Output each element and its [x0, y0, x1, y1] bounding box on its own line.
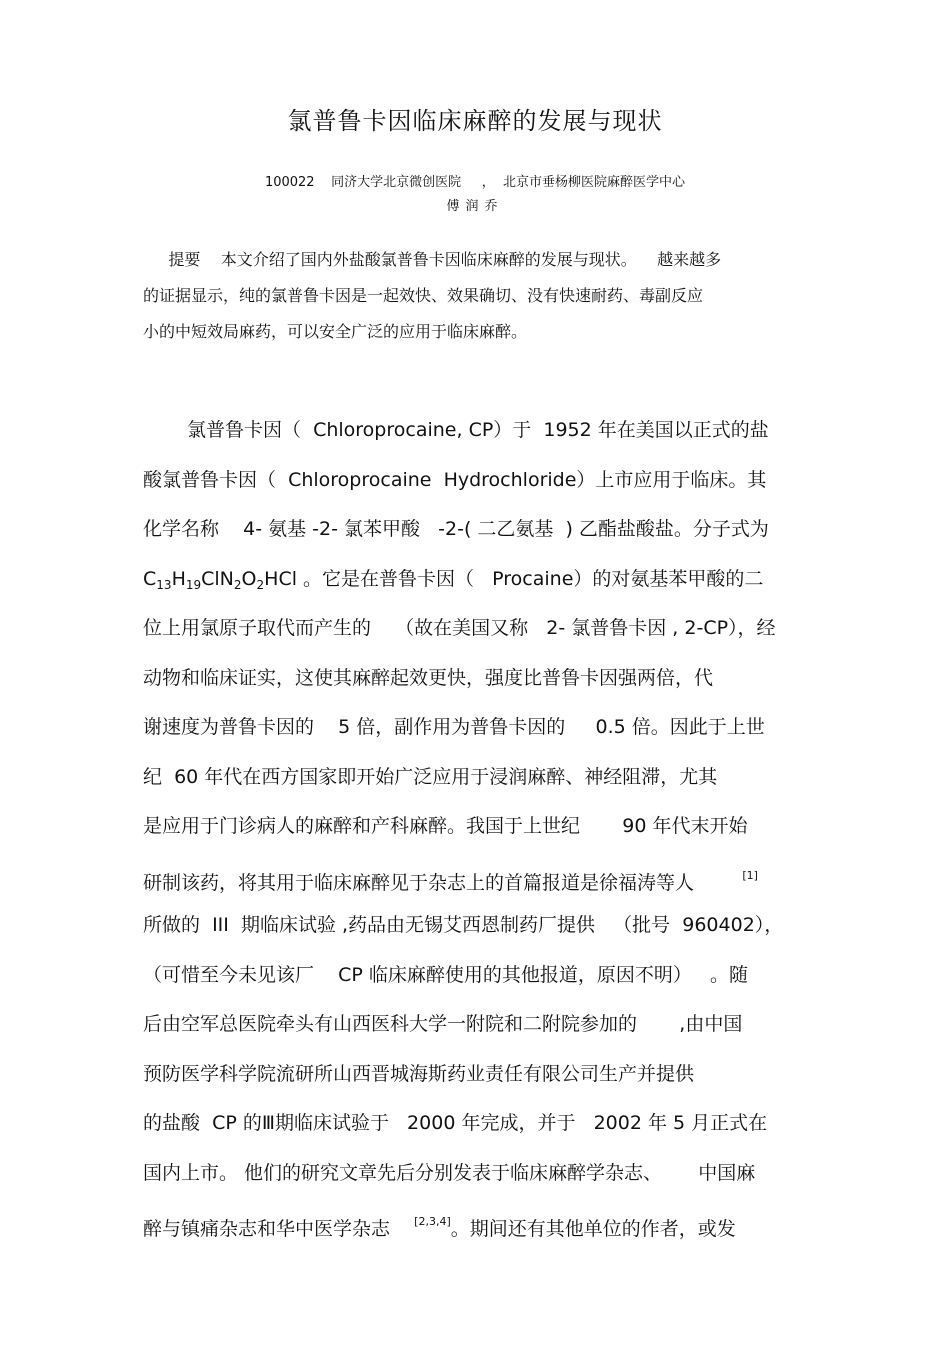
body-text-segment: 研制该药，将其用于临床麻醉见于杂志上的首篇报道是徐福涛等人 — [143, 871, 743, 894]
body-text-segment: 醉与镇痛杂志和华中医学杂志 — [143, 1218, 415, 1240]
formula-text: H — [171, 567, 186, 590]
body-line: 化学名称 4- 氨基 -2- 氯苯甲酸 -2-( 二乙氨基 ) 乙酯盐酸盐。分子式为 — [143, 518, 769, 540]
body-line: 谢速度为普鲁卡因的 5 倍，副作用为普鲁卡因的 0.5 倍。因此于上世 — [143, 716, 765, 738]
body-line: 所做的 III 期临床试验 ,药品由无锡艾西恩制药厂提供 （批号 960402）， — [143, 914, 784, 936]
formula-subscript: 19 — [185, 577, 202, 592]
body-line: （可惜至今未见该厂 CP 临床麻醉使用的其他报道，原因不明） 。随 — [143, 963, 749, 986]
abstract-line: 的证据显示，纯的氯普鲁卡因是一起效快、效果确切、没有快速耐药、毒副反应 — [143, 286, 704, 305]
abstract — [143, 242, 813, 350]
formula-text: ClN — [201, 567, 234, 590]
body-text-segment: 。期间还有其他单位的作者，或发 — [450, 1218, 736, 1240]
body-line: 氯普鲁卡因（ Chloroprocaine, CP）于 1952 年在美国以正式的盐 — [187, 419, 769, 441]
formula-subscript: 2 — [256, 577, 265, 592]
body-line-with-citation — [143, 858, 813, 908]
abstract-line: 提要 本文介绍了国内外盐酸氯普鲁卡因临床麻醉的发展与现状。 越来越多 — [143, 250, 722, 269]
affiliation: 100022 同济大学北京微创医院 ， 北京市垂杨柳医院麻醉医学中心 — [264, 175, 686, 190]
body-line: 纪 60 年代在西方国家即开始广泛应用于浸润麻醉、神经阻滞，尤其 — [143, 765, 718, 788]
body-line: 后由空军总医院牵头有山西医科大学一附院和二附院参加的 ,由中国 — [143, 1013, 743, 1035]
formula-text: HCl 。它是在普鲁卡因（ Procaine）的对氨基苯甲酸的二 — [264, 567, 764, 590]
body-line: 动物和临床证实，这使其麻醉起效更快，强度比普鲁卡因强两倍，代 — [143, 666, 714, 689]
body-line: 预防医学科学院流研所山西晋城海斯药业责任有限公司生产并提供 — [143, 1062, 695, 1085]
citation-ref: [2,3,4] — [414, 1215, 451, 1228]
formula-text: C — [143, 567, 157, 590]
abstract-line: 小的中短效局麻药，可以安全广泛的应用于临床麻醉。 — [143, 322, 528, 341]
body-line: 位上用氯原子取代而产生的 （故在美国又称 2- 氯普鲁卡因 , 2-CP），经 — [143, 617, 776, 639]
body-line: 酸氯普鲁卡因（ Chloroprocaine Hydrochloride）上市应用于临床。其 — [143, 468, 767, 491]
formula-text: O — [241, 567, 257, 590]
citation-ref: [1] — [742, 868, 758, 882]
document-title: 氯普鲁卡因临床麻醉的发展与现状 — [287, 107, 663, 135]
formula-subscript: 13 — [156, 577, 172, 592]
formula-subscript: 2 — [233, 577, 242, 592]
body-line: 是应用于门诊病人的麻醉和产科麻醉。我国于上世纪 90 年代末开始 — [143, 815, 748, 837]
body-line: 的盐酸 CP 的Ⅲ期临床试验于 2000 年完成，并于 2002 年 5 月正式在 — [143, 1112, 768, 1134]
body-line-formula — [143, 561, 813, 611]
body-line-with-citation — [143, 1204, 813, 1254]
body-paragraph — [143, 412, 813, 1254]
author-name: 傅润乔 — [446, 199, 504, 214]
body-line: 国内上市。 他们的研究文章先后分别发表于临床麻醉学杂志、 中国麻 — [143, 1161, 756, 1184]
